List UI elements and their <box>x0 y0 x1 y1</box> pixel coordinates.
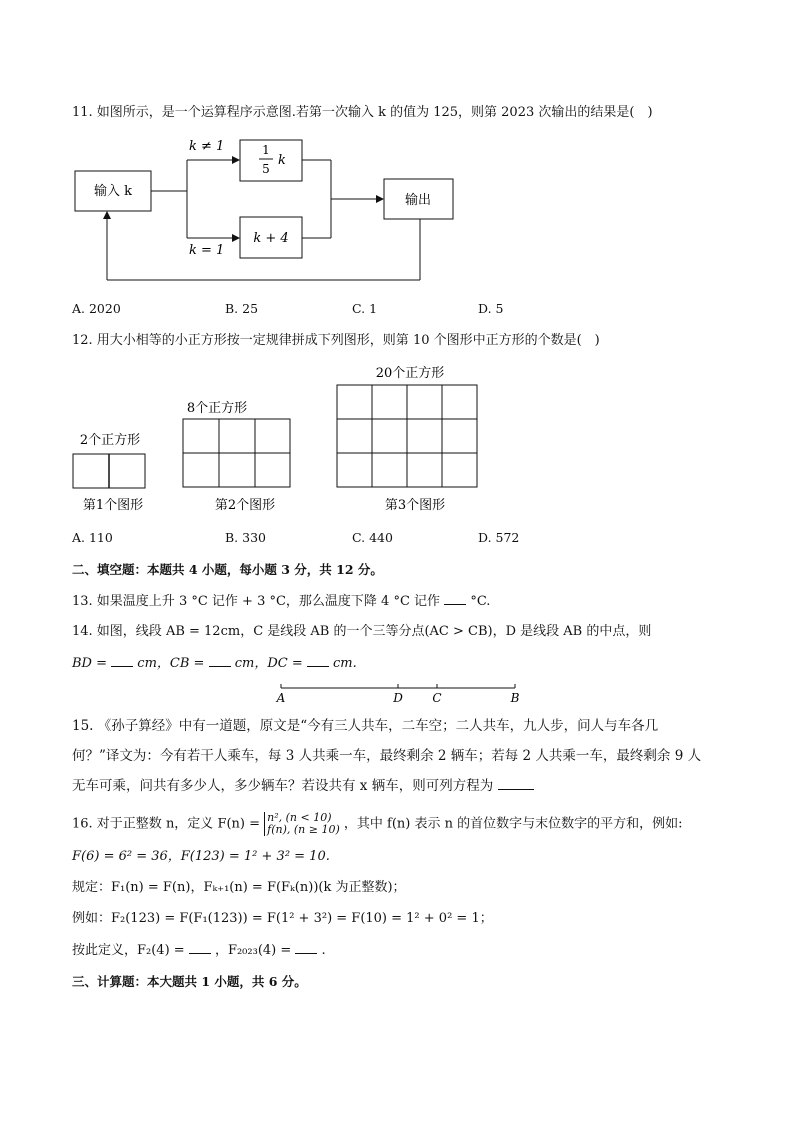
q16-case-2: f(n), (n ≥ 10) <box>267 823 340 836</box>
q15-line3 <box>72 777 534 795</box>
q13 <box>72 592 490 611</box>
flow-top-den: 5 <box>262 162 270 176</box>
fig2-top-label: 8个正方形 <box>186 401 248 416</box>
q16-line5 <box>72 941 326 960</box>
fig1-bottom-label: 第1个图形 <box>82 498 144 513</box>
q15-line3-text: 无车可乘，问共有多少人，多少辆车？若设共有 x 辆车，则可列方程为 <box>72 778 494 794</box>
q16-line4: 例如：F₂(123) = F(F₁(123)) = F(1² + 3²) = F(10) = 1² + 0² = 1； <box>72 911 493 926</box>
q16-line1 <box>72 812 683 836</box>
q16-f2-blank <box>189 941 211 954</box>
q14-line2 <box>72 654 357 673</box>
q16-case-1: n², (n < 10) <box>267 811 332 824</box>
q14-dc-blank <box>307 654 329 667</box>
flow-bottom-box: k + 4 <box>253 231 289 246</box>
flow-output-label: 输出 <box>404 193 432 208</box>
q12-figures <box>70 360 490 520</box>
q16-line5-c: . <box>321 943 326 958</box>
flow-cond-bottom: k = 1 <box>189 243 225 258</box>
q16-f2023-blank <box>295 941 317 954</box>
q13-part1: 13. 如果温度上升 3 °C 记作 + 3 °C，那么温度下降 4 °C 记作 <box>72 594 441 609</box>
q15-line1: 15. 《孙子算经》中有一道题，原文是“今有三人共车，二车空；二人共车，九人步，问人与车各几 <box>72 718 659 734</box>
q13-answer-blank <box>444 592 466 605</box>
flow-top-var: k <box>278 153 286 168</box>
q11-option-a: A. 2020 <box>72 301 121 316</box>
q14-line1: 14. 如图，线段 AB = 12cm，C 是线段 AB 的一个三等分点(AC > CB)，D 是线段 AB 的中点，则 <box>72 624 652 639</box>
section-2-heading: 二、填空题：本题共 4 小题，每小题 3 分，共 12 分。 <box>72 562 383 577</box>
flow-input-label: 输入 k <box>93 184 133 199</box>
flow-cond-top: k ≠ 1 <box>189 139 225 154</box>
q16-line5-a: 按此定义，F₂(4) = <box>72 943 185 958</box>
q12-option-b: B. 330 <box>225 530 266 545</box>
q11-option-b: B. 25 <box>225 301 259 316</box>
q12-option-d: D. 572 <box>478 530 520 545</box>
fig3-bottom-label: 第3个图形 <box>384 498 446 513</box>
q16-line3: 规定：F₁(n) = F(n)，Fₖ₊₁(n) = F(Fₖ(n))(k 为正整数)； <box>72 880 406 895</box>
q14-end: cm. <box>333 656 357 671</box>
q16-piecewise <box>264 812 340 836</box>
q13-part2: °C. <box>470 594 491 609</box>
section-3-heading: 三、计算题：本大题共 1 小题，共 6 分。 <box>72 974 307 989</box>
q16-line2: F(6) = 6² = 36，F(123) = 1² + 3² = 10. <box>72 849 330 864</box>
q11-stem: 11. 如图所示，是一个运算程序示意图.若第一次输入 k 的值为 125，则第 2023 次输出的结果是( ) <box>72 105 653 120</box>
q12-option-a: A. 110 <box>72 530 113 545</box>
fig1-top-label: 2个正方形 <box>79 433 141 448</box>
point-b-label: B <box>510 691 520 705</box>
point-c-label: C <box>432 691 442 705</box>
q15-line2: 何？”译文为：今有若干人乘车，每 3 人共乘一车，最终剩余 2 辆车；若每 2 人共乘一车，最终剩余 9 人 <box>72 748 702 764</box>
point-d-label: D <box>393 691 403 705</box>
q16-line1-a: 16. 对于正整数 n，定义 F(n) = <box>72 816 261 832</box>
q12-stem: 12. 用大小相等的小正方形按一定规律拼成下列图形，则第 10 个图形中正方形的个数是( ) <box>72 333 600 348</box>
q14-cb-blank <box>209 654 231 667</box>
q14-segment-diagram <box>270 680 530 708</box>
point-a-label: A <box>276 691 286 705</box>
q16-line1-b: ，其中 f(n) 表示 n 的首位数字与末位数字的平方和，例如: <box>343 816 683 832</box>
flow-top-num: 1 <box>262 143 270 157</box>
q11-option-c: C. 1 <box>352 301 378 316</box>
q11-flowchart <box>70 132 470 284</box>
q14-cb-label: cm，CB = <box>137 656 205 671</box>
q16-line5-b: ，F₂₀₂₃(4) = <box>214 943 292 958</box>
fig2-bottom-label: 第2个图形 <box>214 498 276 513</box>
q15-answer-blank <box>498 777 534 790</box>
q11-option-d: D. 5 <box>478 301 504 316</box>
fig3-top-label: 20个正方形 <box>375 366 445 381</box>
q14-bd-blank <box>111 654 133 667</box>
q12-option-c: C. 440 <box>352 530 393 545</box>
q14-dc-label: cm，DC = <box>234 656 303 671</box>
q14-bd-label: BD = <box>72 656 108 671</box>
